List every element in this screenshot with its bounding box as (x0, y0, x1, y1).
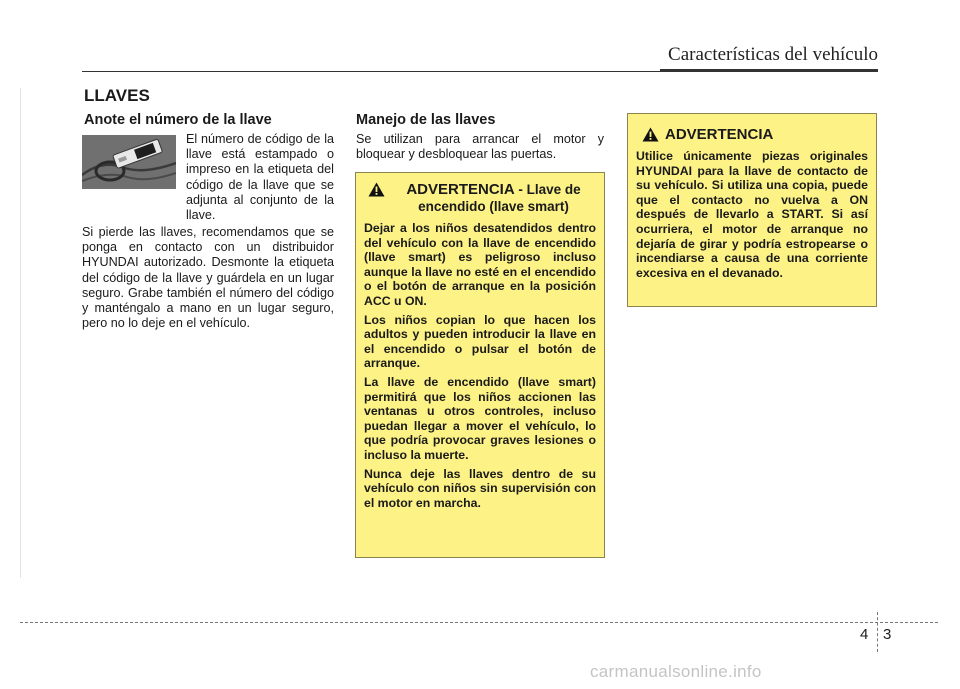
warning-triangle-icon (642, 127, 659, 142)
key-handling-paragraph: Se utilizan para arrancar el motor y bloquear y desbloquear las puertas. (356, 132, 604, 162)
key-code-paragraph: El número de código de la llave está estampado o impreso en la etiqueta del código de la llave que se adjunta al conjunto de la llave. (186, 132, 334, 223)
warning-triangle-icon (368, 182, 385, 197)
warning-paragraph: Utilice únicamente piezas originales HYUNDAI para la llave de contacto de su vehículo. Si utiliza una copia, puede que el contacto no vuelva a ON después de llevarlo a START. Si así ocurriera, el motor de arranque no dejaría de girar y podría estropearse o incendiarse a causa de una corriente excesiva en el devanado. (636, 149, 868, 280)
chapter-number: 4 (860, 626, 869, 643)
key-number-heading: Anote el número de la llave (84, 112, 272, 128)
warning-paragraph: Dejar a los niños desatendidos dentro del vehículo con la llave de encendido (llave smart) es peligroso incluso aunque la llave no esté en el encendido o el botón de arranque en la posición ACC u ON. (364, 221, 596, 308)
footer-divider (877, 612, 878, 652)
header-rule-accent (660, 69, 878, 72)
footer-rule (20, 622, 938, 623)
genuine-key-warning-title (642, 126, 868, 143)
margin-line (20, 88, 21, 578)
key-handling-heading: Manejo de las llaves (356, 112, 496, 128)
warning-label: ADVERTENCIA (406, 181, 515, 198)
section-title: LLAVES (84, 86, 150, 105)
warning-paragraph: Los niños copian lo que hacen los adultos y pueden introducir la llave en el encendido o pulsar el botón de arranque. (364, 312, 596, 371)
smart-key-warning-box (355, 172, 605, 558)
watermark: carmanualsonline.info (590, 662, 762, 681)
key-tag-image-svg (82, 135, 176, 189)
page-number: 3 (883, 626, 892, 643)
chapter-title: Características del vehículo (668, 44, 878, 65)
warning-paragraph: Nunca deje las llaves dentro de su vehículo con niños sin supervisión con el motor en marcha. (364, 466, 596, 510)
warning-paragraph: La llave de encendido (llave smart) permitirá que los niños accionen las ventanas u otros controles, incluso puedan llegar a mover el vehículo, lo que podría provocar graves lesiones o incluso la muerte. (364, 374, 596, 462)
smart-key-warning-title (364, 181, 596, 215)
warning-label: ADVERTENCIA (665, 126, 774, 143)
key-tag-image (82, 135, 176, 189)
genuine-key-warning-box (627, 113, 877, 307)
lost-keys-paragraph: Si pierde las llaves, recomendamos que se ponga en contacto con un distribuidor HYUNDAI autorizado. Desmonte la etiqueta del código de la llave y guárdela en un lugar seguro. Grabe también el número del código y manténgalo a mano en un lugar seguro, pero no lo deje en el vehículo. (82, 225, 334, 331)
warning-subtitle: - Llave de encendido (llave smart) (418, 182, 581, 214)
